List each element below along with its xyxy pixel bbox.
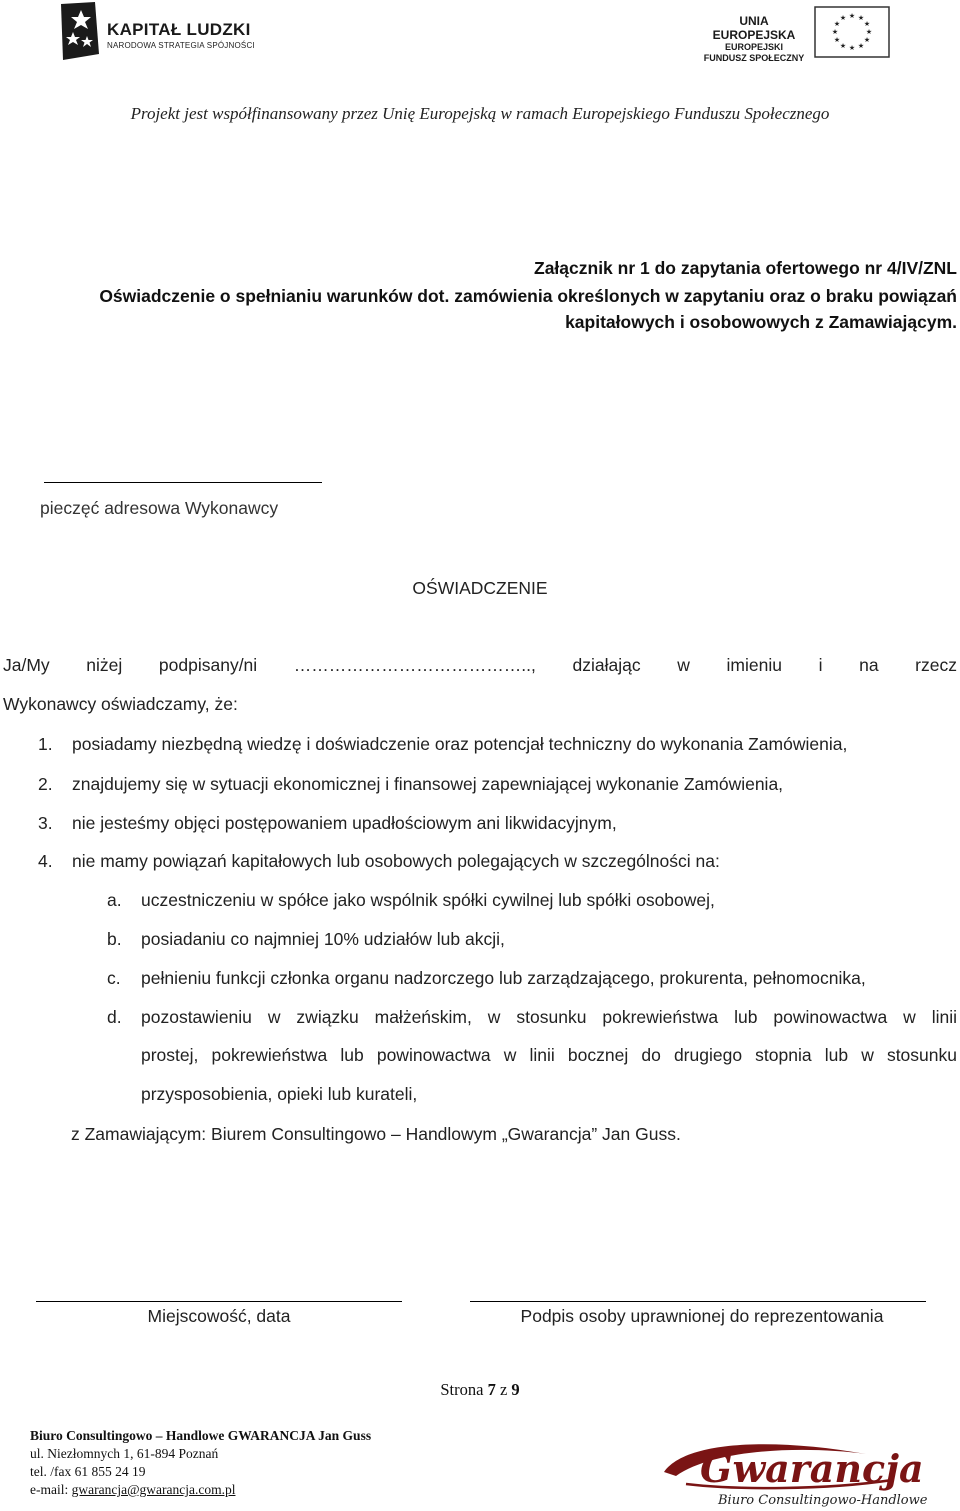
list-item: nie mamy powiązań kapitałowych lub osobowych polegających w szczególności na:: [72, 851, 720, 871]
item-number: 2.: [38, 774, 53, 794]
svg-text:★: ★: [848, 44, 856, 52]
sub-list-item-line1: pozostawieniu w związku małżeńskim, w stosunku pokrewieństwa lub powinowactwa w linii: [141, 1007, 957, 1027]
eu-flag-icon: [814, 6, 890, 58]
sub-list-item: pełnieniu funkcji członka organu nadzorczego lub zarządzającego, prokurenta, pełnomocnika,: [141, 968, 866, 988]
footer-company: Biuro Consultingowo – Handlowe GWARANCJA Jan Guss: [30, 1428, 372, 1443]
eu-line2: EUROPEJSKI: [724, 42, 784, 52]
attachment-title: Załącznik nr 1 do zapytania ofertowego nr 4/IV/ZNL: [534, 258, 957, 278]
item-number: 4.: [38, 851, 53, 871]
closing-statement: z Zamawiającym: Biurem Consultingowo – Handlowym „Gwarancja” Jan Guss.: [71, 1124, 681, 1144]
item-number: 3.: [38, 813, 53, 833]
kapital-ludzki-mark-icon: [57, 2, 101, 60]
svg-text:★: ★: [839, 42, 847, 50]
footer-phone: tel. /fax 61 855 24 19: [30, 1464, 146, 1479]
page-total: 9: [511, 1380, 520, 1399]
svg-text:★: ★: [833, 36, 841, 44]
sub-list-item: uczestniczeniu w spółce jako wspólnik spółki cywilnej lub spółki osobowej,: [141, 890, 715, 910]
page-separator: z: [499, 1380, 508, 1399]
footer-email-row: [30, 1482, 235, 1498]
kapital-ludzki-logo: [57, 2, 272, 62]
item-number: 1.: [38, 734, 53, 754]
declaration-title-line1: Oświadczenie o spełnianiu warunków dot. zamówienia określonych w zapytaniu oraz o braku powiązań: [99, 286, 957, 306]
subitem-letter: a.: [107, 890, 122, 910]
page-current: 7: [487, 1380, 496, 1399]
intro-line2: Wykonawcy oświadczamy, że:: [3, 694, 238, 714]
svg-text:★: ★: [857, 42, 865, 50]
intro-line1: Ja/My niżej podpisany/ni ………………………………….., działając w imieniu i na rzecz: [3, 655, 957, 675]
svg-text:★: ★: [857, 14, 865, 22]
svg-text:★: ★: [848, 12, 856, 20]
svg-text:★: ★: [831, 28, 839, 36]
stamp-label: pieczęć adresowa Wykonawcy: [40, 498, 279, 518]
eu-line3: FUNDUSZ SPOŁECZNY: [703, 53, 805, 63]
page-number: [0, 1380, 960, 1400]
footer-email-label: e-mail:: [30, 1482, 69, 1497]
signature-line: [470, 1301, 926, 1302]
footer-email-link[interactable]: gwarancja@gwarancja.com.pl: [71, 1482, 236, 1497]
place-date-label: Miejscowość, data: [147, 1306, 291, 1326]
list-item: nie jesteśmy objęci postępowaniem upadłościowym ani likwidacyjnym,: [72, 813, 617, 833]
list-item: posiadamy niezbędną wiedzę i doświadczenie oraz potencjał techniczny do wykonania Zamówienia,: [72, 734, 848, 754]
list-item: znajdujemy się w sytuacji ekonomicznej i finansowej zapewniającej wykonanie Zamówienia,: [72, 774, 784, 794]
signature-label: Podpis osoby uprawnionej do reprezentowania: [520, 1306, 884, 1326]
sub-list-item-line2: prostej, pokrewieństwa lub powinowactwa w linii bocznej do drugiego stopnia lub w stosunku: [141, 1045, 957, 1065]
subitem-letter: b.: [107, 929, 122, 949]
gwarancja-logo: [656, 1432, 928, 1510]
stamp-signature-line: [44, 482, 322, 483]
page-prefix: Strona: [440, 1380, 484, 1399]
declaration-heading: OŚWIADCZENIE: [412, 578, 548, 598]
kapital-ludzki-title: KAPITAŁ LUDZKI: [107, 20, 251, 39]
gwarancja-logo-subtitle: Biuro Consultingowo-Handlowe: [718, 1493, 928, 1508]
footer-address: ul. Niezłomnych 1, 61-894 Poznań: [30, 1446, 219, 1461]
kapital-ludzki-subtitle: NARODOWA STRATEGIA SPÓJNOŚCI: [107, 41, 255, 50]
svg-text:★: ★: [833, 20, 841, 28]
cofinancing-note: Projekt jest współfinansowany przez Unię Europejską w ramach Europejskiego Funduszu Społecznego: [130, 104, 830, 123]
place-date-line: [36, 1301, 402, 1302]
eu-logo-text: [700, 14, 808, 64]
subitem-letter: c.: [107, 968, 121, 988]
sub-list-item-line3: przysposobienia, opieki lub kurateli,: [141, 1084, 418, 1104]
eu-line1: UNIA EUROPEJSKA: [712, 14, 796, 42]
svg-text:★: ★: [839, 14, 847, 22]
sub-list-item: posiadaniu co najmniej 10% udziałów lub akcji,: [141, 929, 505, 949]
svg-text:★: ★: [863, 36, 871, 44]
svg-text:★: ★: [863, 20, 871, 28]
declaration-title-line2: kapitałowych i osobowowych z Zamawiającym.: [565, 312, 957, 332]
subitem-letter: d.: [107, 1007, 122, 1027]
gwarancja-logo-name: Gwarancja: [700, 1446, 924, 1491]
svg-text:★: ★: [865, 28, 873, 36]
